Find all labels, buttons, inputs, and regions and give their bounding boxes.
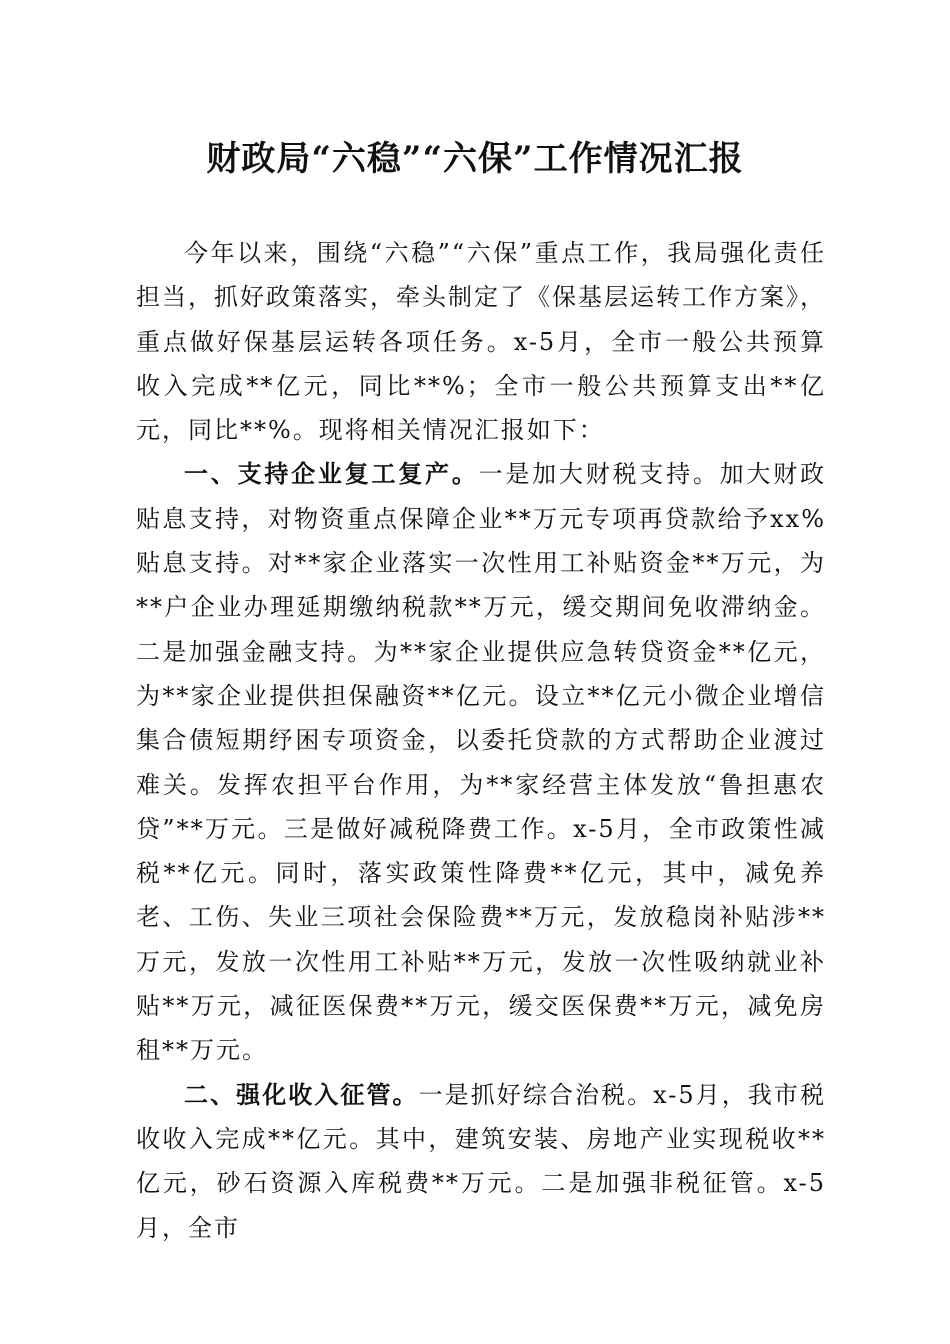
section-1-paragraph <box>136 452 826 1072</box>
section-2-paragraph <box>136 1073 826 1250</box>
document-body <box>136 231 826 1250</box>
section-2-heading: 二、强化收入征管。 <box>184 1079 419 1109</box>
section-1-heading: 一、支持企业复工复产。 <box>184 459 479 489</box>
intro-paragraph <box>136 231 826 452</box>
document-title: 财政局“六稳”“六保”工作情况汇报 <box>206 139 744 179</box>
section-2-text: 一是抓好综合治税。x-5月，我市税收收入完成**亿元。其中，建筑安装、房地产业实现税收**亿元，砂石资源入库税费**万元。二是加强非税征管。x-5月，全市 <box>136 1080 826 1242</box>
section-1-text: 一是加大财税支持。加大财政贴息支持，对物资重点保障企业**万元专项再贷款给予xx%贴息支持。对**家企业落实一次性用工补贴资金**万元，为**户企业办理延期缴纳税款**万元，缓交期间免收滞纳金。二是加强金融支持。为**家企业提供应急转贷资金**亿元，为**家企业提供担保融资**亿元。设立**亿元小微企业增信集合债短期纾困专项资金，以委托贷款的方式帮助企业渡过难关。发挥农担平台作用，为**家经营主体发放“鲁担惠农贷”**万元。三是做好减税降费工作。x-5月，全市政策性减税**亿元。同时，落实政策性降费**亿元，其中，减免养老、工伤、失业三项社会保险费**万元，发放稳岗补贴涉**万元，发放一次性用工补贴**万元，发放一次性吸纳就业补贴**万元，减征医保费**万元，缓交医保费**万元，减免房租**万元。 <box>136 460 826 1065</box>
intro-text: 今年以来，围绕“六稳”“六保”重点工作，我局强化责任担当，抓好政策落实，牵头制定了《保基层运转工作方案》，重点做好保基层运转各项任务。x-5月，全市一般公共预算收入完成**亿元，同比**%；全市一般公共预算支出**亿元，同比**%。现将相关情况汇报如下： <box>136 239 826 445</box>
